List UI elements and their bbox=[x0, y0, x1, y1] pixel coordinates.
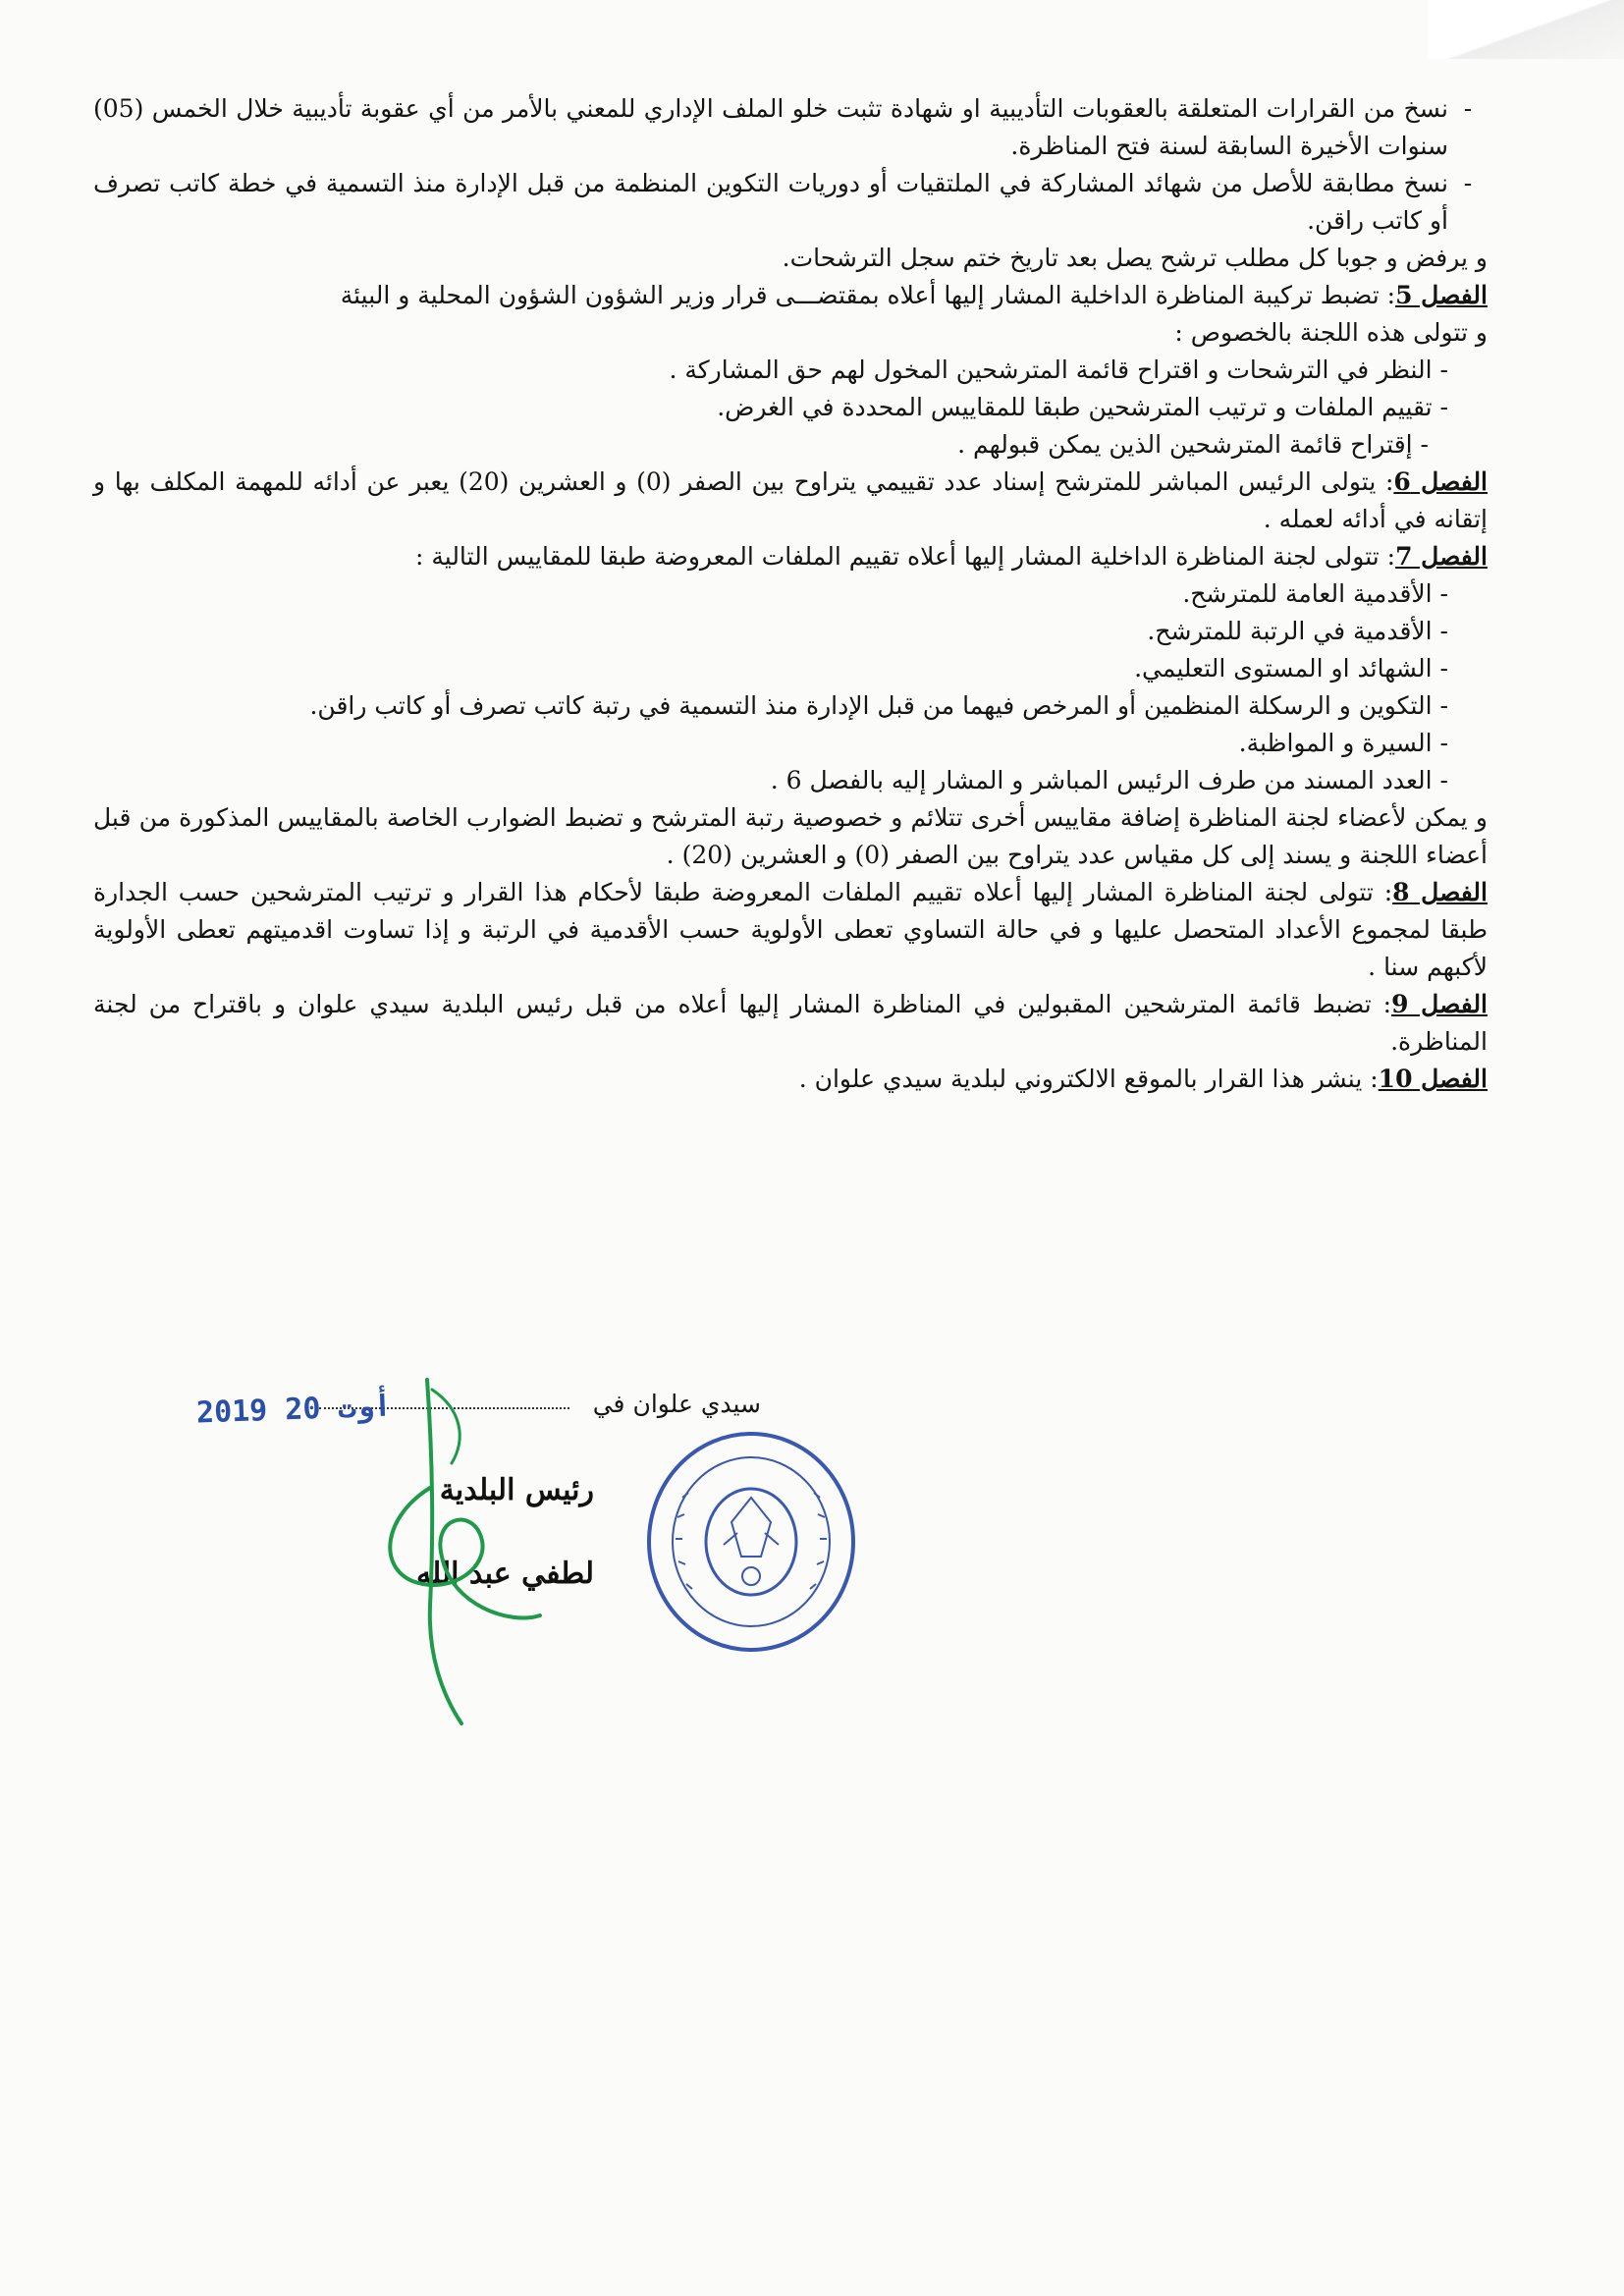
article-7 bbox=[93, 538, 1488, 575]
item-text: نسخ مطابقة للأصل من شهائد المشاركة في الملتقيات أو دوريات التكوين المنظمة من قبل الإدارة منذ التسمية في خطة كاتب تصرف أو كاتب راقن. bbox=[93, 169, 1448, 235]
list-item: -نسخ مطابقة للأصل من شهائد المشاركة في الملتقيات أو دوريات التكوين المنظمة من قبل الإدارة منذ التسمية في خطة كاتب تصرف أو كاتب راقن. bbox=[93, 169, 1473, 235]
document-body bbox=[93, 90, 1488, 1098]
list-item: - التكوين و الرسكلة المنظمين أو المرخص فيهما من قبل الإدارة منذ التسمية في رتبة كاتب تصرف أو كاتب راقن. bbox=[309, 691, 1448, 720]
article-10-heading: الفصل 10 bbox=[1378, 1065, 1488, 1093]
article-6-heading: الفصل 6 bbox=[1393, 467, 1489, 496]
list-item: - إقتراح قائمة المترشحين الذين يمكن قبولهم . bbox=[957, 430, 1429, 459]
list-item: - العدد المسند من طرف الرئيس المباشر و المشار إليه بالفصل 6 . bbox=[770, 766, 1448, 794]
list-item: - تقييم الملفات و ترتيب المترشحين طبقا للمقاييس المحددة في الغرض. bbox=[717, 393, 1448, 421]
article-5-heading: الفصل 5 bbox=[1395, 281, 1488, 309]
signatory-name: لطفي عبد الله bbox=[415, 1557, 594, 1591]
page-corner-fold bbox=[1428, 0, 1624, 59]
article-6-text: : يتولى الرئيس المباشر للمترشح إسناد عدد تقييمي يتراوح بين الصفر (0) و العشرين (20) يعبر عن أدائه للمهمة المكلف بها و إتقانه في أدائه لعمله . bbox=[93, 467, 1488, 533]
article-7-heading: الفصل 7 bbox=[1395, 542, 1488, 571]
article-9 bbox=[93, 986, 1488, 1061]
rejection-clause: و يرفض و جوبا كل مطلب ترشح يصل بعد تاريخ ختم سجل الترشحات. bbox=[782, 244, 1488, 272]
place-label: سيدي علوان في bbox=[592, 1390, 761, 1418]
article-8-text: : تتولى لجنة المناظرة المشار إليها أعلاه تقييم الملفات المعروضة طبقا لأحكام هذا القرار و ترتيب المترشحين حسب الجدارة طبقا لمجموع الأعداد المتحصل عليها و في حالة التساوي تعطى الأولوية حسب الأقدمية في الرتبة و إذا تساوت اقدميتهم تعطى الأولوية لأكبهم سنا . bbox=[93, 878, 1488, 981]
article-8 bbox=[93, 874, 1488, 986]
item-text: نسخ من القرارات المتعلقة بالعقوبات التأديبية او شهادة تثبت خلو الملف الإداري للمعني بالأمر من أي عقوبة تأديبية خلال الخمس (05) سنوات الأخيرة السابقة لسنة فتح المناظرة. bbox=[93, 94, 1448, 160]
handwritten-signature bbox=[373, 1370, 569, 1733]
list-item: - السيرة و المواظبة. bbox=[1238, 729, 1448, 757]
list-item: - الأقدمية في الرتبة للمترشح. bbox=[1147, 617, 1448, 645]
article-10-text: : ينشر هذا القرار بالموقع الالكتروني لبلدية سيدي علوان . bbox=[798, 1065, 1379, 1093]
list-item: -نسخ من القرارات المتعلقة بالعقوبات التأديبية او شهادة تثبت خلو الملف الإداري للمعني بالأمر من أي عقوبة تأديبية خلال الخمس (05) سنوات الأخيرة السابقة لسنة فتح المناظرة. bbox=[93, 94, 1473, 160]
signatory-title: رئيس البلدية bbox=[439, 1473, 594, 1507]
date-stamp: 2019 أوت 20 bbox=[195, 1389, 393, 1431]
list-item: - الأقدمية العامة للمترشح. bbox=[1182, 579, 1448, 608]
article-5 bbox=[93, 277, 1488, 314]
article-5-text: : تضبط تركيبة المناظرة الداخلية المشار إليها أعلاه بمقتضـــى قرار وزير الشؤون الشؤون المحلية و البيئة bbox=[340, 281, 1396, 309]
article-8-heading: الفصل 8 bbox=[1392, 878, 1488, 906]
official-seal bbox=[643, 1429, 859, 1655]
article-10 bbox=[93, 1061, 1488, 1098]
list-item: - الشهائد او المستوى التعليمي. bbox=[1134, 654, 1448, 683]
article-6 bbox=[93, 464, 1488, 538]
article-7-text: : تتولى لجنة المناظرة الداخلية المشار إليها أعلاه تقييم الملفات المعروضة طبقا للمقاييس التالية : bbox=[415, 542, 1396, 571]
list-item: - النظر في الترشحات و اقتراح قائمة المترشحين المخول لهم حق المشاركة . bbox=[669, 355, 1448, 384]
article-7-extra: و يمكن لأعضاء لجنة المناظرة إضافة مقاييس أخرى تتلائم و خصوصية رتبة المترشح و تضبط الضوارب الخاصة بالمقاييس المذكورة من قبل أعضاء اللجنة و يسند إلى كل مقياس عدد يتراوح بين الصفر (0) و العشرين (20) . bbox=[93, 803, 1488, 869]
article-9-text: : تضبط قائمة المترشحين المقبولين في المناظرة المشار إليها أعلاه من قبل رئيس البلدية سيدي علوان و باقتراح من لجنة المناظرة. bbox=[93, 990, 1488, 1056]
article-9-heading: الفصل 9 bbox=[1391, 990, 1489, 1018]
article-5-intro: و تتولى هذه اللجنة بالخصوص : bbox=[1174, 318, 1488, 347]
